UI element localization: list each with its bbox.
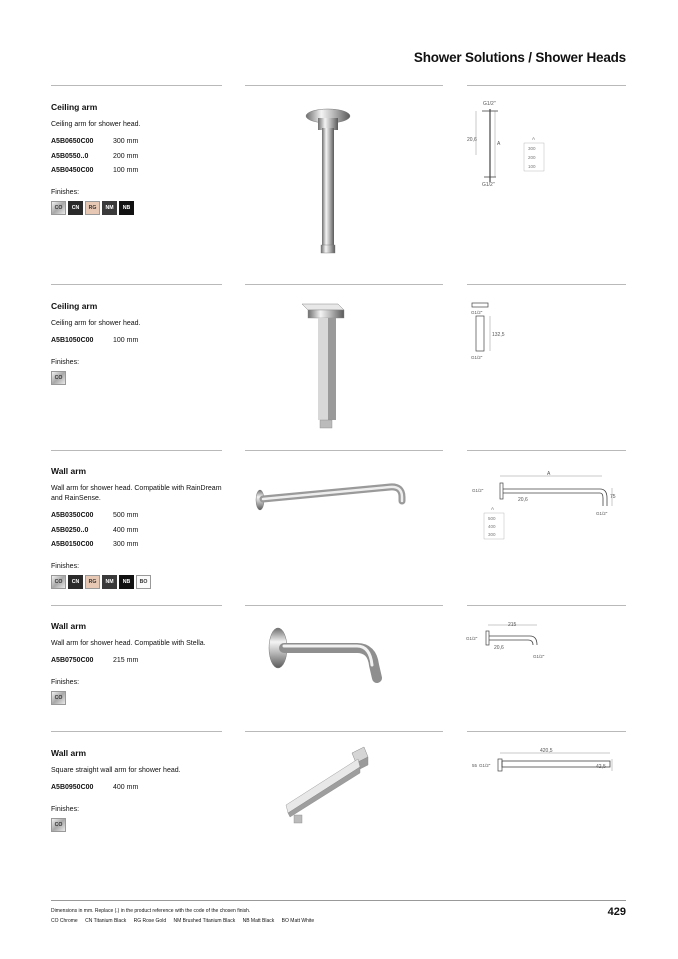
legend-item: NB Matt Black xyxy=(242,918,275,924)
finish-swatch-nm: NM xyxy=(102,575,117,589)
drawing-label: 20,6 xyxy=(467,137,477,143)
finish-swatch-cn: CN xyxy=(68,201,83,215)
reference-size: 300 mm xyxy=(113,138,139,145)
drawing-label: 20,6 xyxy=(518,497,528,503)
section-description: Ceiling arm for shower head. xyxy=(51,320,141,327)
reference-list xyxy=(51,781,231,796)
finish-swatches xyxy=(51,575,231,589)
reference-size: 100 mm xyxy=(113,337,139,344)
section-description: Ceiling arm for shower head. xyxy=(51,121,141,128)
product-section-wall-arm-2 xyxy=(51,621,231,705)
drawing-label: 55 xyxy=(472,763,478,768)
reference-size: 400 mm xyxy=(113,784,139,791)
drawing-label: 20,6 xyxy=(494,645,504,651)
reference-list xyxy=(51,135,231,179)
finish-swatch-co: CO xyxy=(51,371,66,385)
section-title: Ceiling arm xyxy=(51,301,98,311)
finish-swatches xyxy=(51,818,231,832)
divider xyxy=(51,731,222,732)
finish-swatches xyxy=(51,691,231,705)
finish-swatch-rg: RG xyxy=(85,201,100,215)
drawing-table-cell: 400 xyxy=(488,524,496,529)
finish-swatch-cn: CN xyxy=(68,575,83,589)
reference-code: A5B0250..0 xyxy=(51,526,89,534)
section-description: Wall arm for shower head. Compatible with Stella. xyxy=(51,640,206,647)
reference-row xyxy=(51,509,231,524)
product-section-ceiling-arm-2 xyxy=(51,301,231,385)
divider xyxy=(467,731,626,732)
finish-swatch-co: CO xyxy=(51,691,66,705)
divider xyxy=(51,284,222,285)
product-section-ceiling-arm-1 xyxy=(51,102,231,215)
divider xyxy=(51,605,222,606)
drawing-table-cell: 200 xyxy=(528,155,536,160)
reference-size: 200 mm xyxy=(113,152,139,160)
finish-swatch-co: CO xyxy=(51,575,66,589)
drawing-label: G1/2" xyxy=(472,488,484,493)
page-title: Shower Solutions / Shower Heads xyxy=(413,50,626,65)
drawing-label: G1/2" xyxy=(483,101,496,107)
divider xyxy=(245,450,443,451)
reference-size: 215 mm xyxy=(113,657,139,664)
drawing-label: G1/2" xyxy=(596,511,608,516)
wall-arm-square-photo xyxy=(280,745,390,830)
finish-swatch-nb: NB xyxy=(119,575,134,589)
reference-row xyxy=(51,781,231,796)
wall-arm-stella-technical-drawing xyxy=(462,617,572,667)
reference-code: A5B0650C00 xyxy=(51,138,94,145)
product-section-wall-arm-1 xyxy=(51,466,231,589)
reference-size: 300 mm xyxy=(113,541,139,548)
reference-code: A5B0350C00 xyxy=(51,512,94,519)
reference-code: A5B0550..0 xyxy=(51,152,89,160)
reference-code: A5B1050C00 xyxy=(51,337,94,344)
reference-code: A5B0950C00 xyxy=(51,784,94,791)
reference-row xyxy=(51,524,231,539)
reference-list xyxy=(51,334,231,349)
drawing-label: G1/2" xyxy=(533,654,545,659)
legend-item: NM Brushed Titanium Black xyxy=(173,918,236,924)
footer-divider xyxy=(51,900,626,901)
finish-swatch-co: CO xyxy=(51,201,66,215)
legend-item: RG Rose Gold xyxy=(133,918,167,924)
drawing-table-cell: 300 xyxy=(488,532,496,537)
section-title: Ceiling arm xyxy=(51,102,98,112)
divider xyxy=(467,85,626,86)
finish-swatch-rg: RG xyxy=(85,575,100,589)
reference-row xyxy=(51,654,231,669)
finishes-label: Finishes: xyxy=(51,188,80,196)
reference-code: A5B0450C00 xyxy=(51,167,94,174)
drawing-label: G1/2" xyxy=(466,636,478,641)
reference-code: A5B0150C00 xyxy=(51,541,94,548)
section-description: Wall arm for shower head. Compatible with RainDream and RainSense. xyxy=(51,485,222,502)
divider xyxy=(467,450,626,451)
drawing-label: A xyxy=(547,471,551,477)
wall-arm-square-technical-drawing xyxy=(462,745,622,780)
footer-note: Dimensions in mm. Replace (.) in the product reference with the code of the chosen finish. xyxy=(51,908,251,914)
ceiling-arm-square-photo xyxy=(290,298,360,433)
section-description: Square straight wall arm for shower head. xyxy=(51,767,181,774)
reference-row xyxy=(51,150,231,165)
wall-arm-curved-photo xyxy=(250,465,410,525)
drawing-label: 215 xyxy=(508,622,517,628)
finishes-label: Finishes: xyxy=(51,562,80,570)
divider xyxy=(245,284,443,285)
divider xyxy=(467,284,626,285)
finish-legend xyxy=(51,916,320,926)
ceiling-arm-technical-drawing xyxy=(462,97,572,192)
drawing-label: 42,5 xyxy=(596,764,606,770)
reference-size: 100 mm xyxy=(113,167,139,174)
divider xyxy=(245,85,443,86)
drawing-label: 420,5 xyxy=(540,748,553,754)
drawing-label: 132,5 xyxy=(492,332,505,338)
drawing-label: G1/2" xyxy=(482,182,495,188)
finish-swatches xyxy=(51,371,231,385)
drawing-label: G1/2" xyxy=(471,310,483,315)
ceiling-arm-round-photo xyxy=(248,100,408,265)
reference-row xyxy=(51,135,231,150)
section-title: Wall arm xyxy=(51,466,87,476)
reference-size: 400 mm xyxy=(113,526,139,534)
finishes-label: Finishes: xyxy=(51,358,80,366)
footer xyxy=(51,906,320,926)
divider xyxy=(245,731,443,732)
legend-item: BO Matt White xyxy=(281,918,315,924)
finish-swatch-bo: BO xyxy=(136,575,151,589)
section-title: Wall arm xyxy=(51,621,87,631)
finishes-label: Finishes: xyxy=(51,678,80,686)
product-section-wall-arm-3 xyxy=(51,748,231,832)
finish-swatch-nm: NM xyxy=(102,201,117,215)
drawing-label: G1/2" xyxy=(479,763,491,768)
divider xyxy=(467,605,626,606)
reference-list xyxy=(51,654,231,669)
drawing-table-cell: 500 xyxy=(488,516,496,521)
legend-item: CN Titanium Black xyxy=(85,918,127,924)
drawing-label: G1/2" xyxy=(471,355,483,360)
reference-row xyxy=(51,538,231,553)
finishes-label: Finishes: xyxy=(51,805,80,813)
reference-row xyxy=(51,334,231,349)
divider xyxy=(51,85,222,86)
drawing-table-cell: 300 xyxy=(528,146,536,151)
wall-arm-technical-drawing xyxy=(462,468,632,543)
reference-size: 500 mm xyxy=(113,512,139,519)
drawing-table-cell: 100 xyxy=(528,164,536,169)
page-number: 429 xyxy=(607,906,626,918)
reference-list xyxy=(51,509,231,553)
drawing-label: 75 xyxy=(610,494,616,500)
divider xyxy=(245,605,443,606)
divider xyxy=(51,450,222,451)
wall-arm-stella-photo xyxy=(262,620,407,695)
section-title: Wall arm xyxy=(51,748,87,758)
finish-swatch-nb: NB xyxy=(119,201,134,215)
drawing-label: A xyxy=(497,141,501,147)
legend-item: CO Chrome xyxy=(51,918,78,924)
drawing-table-head: A xyxy=(532,136,536,141)
reference-code: A5B0750C00 xyxy=(51,657,94,664)
ceiling-arm-square-technical-drawing xyxy=(462,298,572,368)
drawing-table-head: A xyxy=(491,506,495,511)
finish-swatch-co: CO xyxy=(51,818,66,832)
reference-row xyxy=(51,164,231,179)
finish-swatches xyxy=(51,201,231,215)
